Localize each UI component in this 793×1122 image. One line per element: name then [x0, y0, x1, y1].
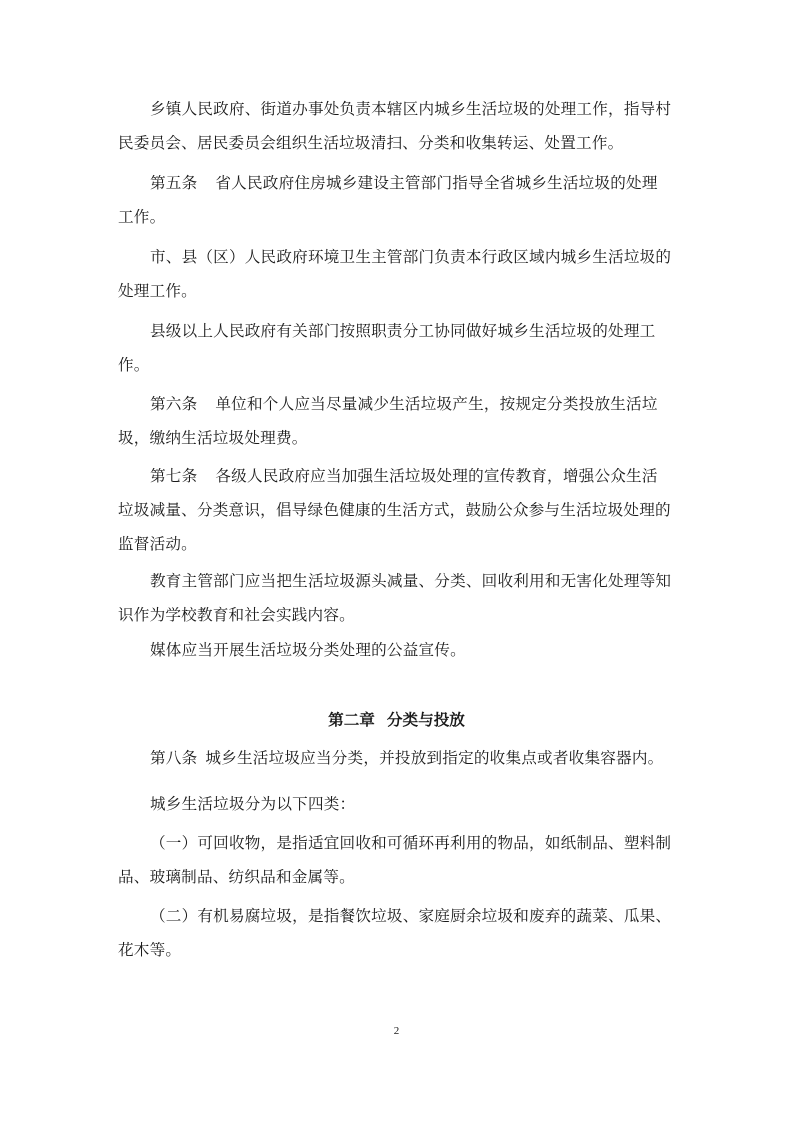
article-6 — [118, 387, 680, 455]
paragraph-line: 教育主管部门应当把生活垃圾源头减量、分类、回收利用和无害化处理等知 — [150, 572, 672, 590]
article-text: 省人民政府住房城乡建设主管部门指导全省城乡生活垃圾的处理 — [215, 174, 658, 192]
page-number: 2 — [393, 1025, 400, 1037]
paragraph-line — [118, 459, 680, 493]
article-7 — [118, 459, 680, 561]
paragraph-four-categories — [118, 787, 680, 821]
paragraph-line: 圾，缴纳生活垃圾处理费。 — [118, 429, 308, 447]
category-recyclables — [118, 826, 680, 894]
chapter-number: 第二章 — [328, 711, 375, 729]
article-label: 第八条 — [150, 749, 198, 767]
paragraph-line: 工作。 — [118, 208, 166, 226]
chapter-heading — [0, 703, 793, 737]
article-5 — [118, 166, 680, 234]
article-label: 第七条 — [150, 467, 198, 485]
paragraph-line — [118, 741, 680, 775]
article-text: 各级人民政府应当加强生活垃圾处理的宣传教育，增强公众生活 — [215, 467, 658, 485]
paragraph-line: 民委员会、居民委员会组织生活垃圾清扫、分类和收集转运、处置工作。 — [118, 134, 624, 152]
paragraph-line: 乡镇人民政府、街道办事处负责本辖区内城乡生活垃圾的处理工作，指导村 — [150, 100, 672, 118]
paragraph-line: 城乡生活垃圾分为以下四类： — [150, 795, 356, 813]
paragraph-line: 品、玻璃制品、纺织品和金属等。 — [118, 868, 355, 886]
article-8 — [118, 741, 680, 775]
paragraph-line — [118, 387, 680, 421]
paragraph-education — [118, 564, 680, 632]
article-label: 第六条 — [150, 395, 198, 413]
article-text: 城乡生活垃圾应当分类，并投放到指定的收集点或者收集容器内。 — [205, 749, 664, 767]
chapter-title: 分类与投放 — [386, 711, 465, 729]
paragraph-line — [118, 166, 680, 200]
paragraph-line: 垃圾减量、分类意识，倡导绿色健康的生活方式，鼓励公众参与生活垃圾处理的 — [118, 501, 671, 519]
paragraph-line: 作。 — [118, 356, 150, 374]
paragraph-media — [118, 633, 680, 667]
paragraph-line: 县级以上人民政府有关部门按照职责分工协同做好城乡生活垃圾的处理工 — [150, 322, 656, 340]
paragraph-township-duties — [118, 92, 680, 160]
paragraph-departments — [118, 314, 680, 382]
article-text: 单位和个人应当尽量减少生活垃圾产生，按规定分类投放生活垃 — [215, 395, 658, 413]
paragraph-county-sanitation — [118, 240, 680, 308]
paragraph-line: 识作为学校教育和社会实践内容。 — [118, 606, 355, 624]
paragraph-line: 处理工作。 — [118, 282, 197, 300]
paragraph-line: 监督活动。 — [118, 535, 197, 553]
paragraph-line: （一）可回收物，是指适宜回收和可循环再利用的物品，如纸制品、塑料制 — [150, 834, 672, 852]
category-organic-waste — [118, 899, 680, 967]
article-label: 第五条 — [150, 174, 198, 192]
paragraph-line: 市、县（区）人民政府环境卫生主管部门负责本行政区域内城乡生活垃圾的 — [150, 248, 672, 266]
paragraph-line: 花木等。 — [118, 941, 182, 959]
paragraph-line: 媒体应当开展生活垃圾分类处理的公益宣传。 — [150, 641, 466, 659]
paragraph-line: （二）有机易腐垃圾，是指餐饮垃圾、家庭厨余垃圾和废弃的蔬菜、瓜果、 — [150, 907, 672, 925]
